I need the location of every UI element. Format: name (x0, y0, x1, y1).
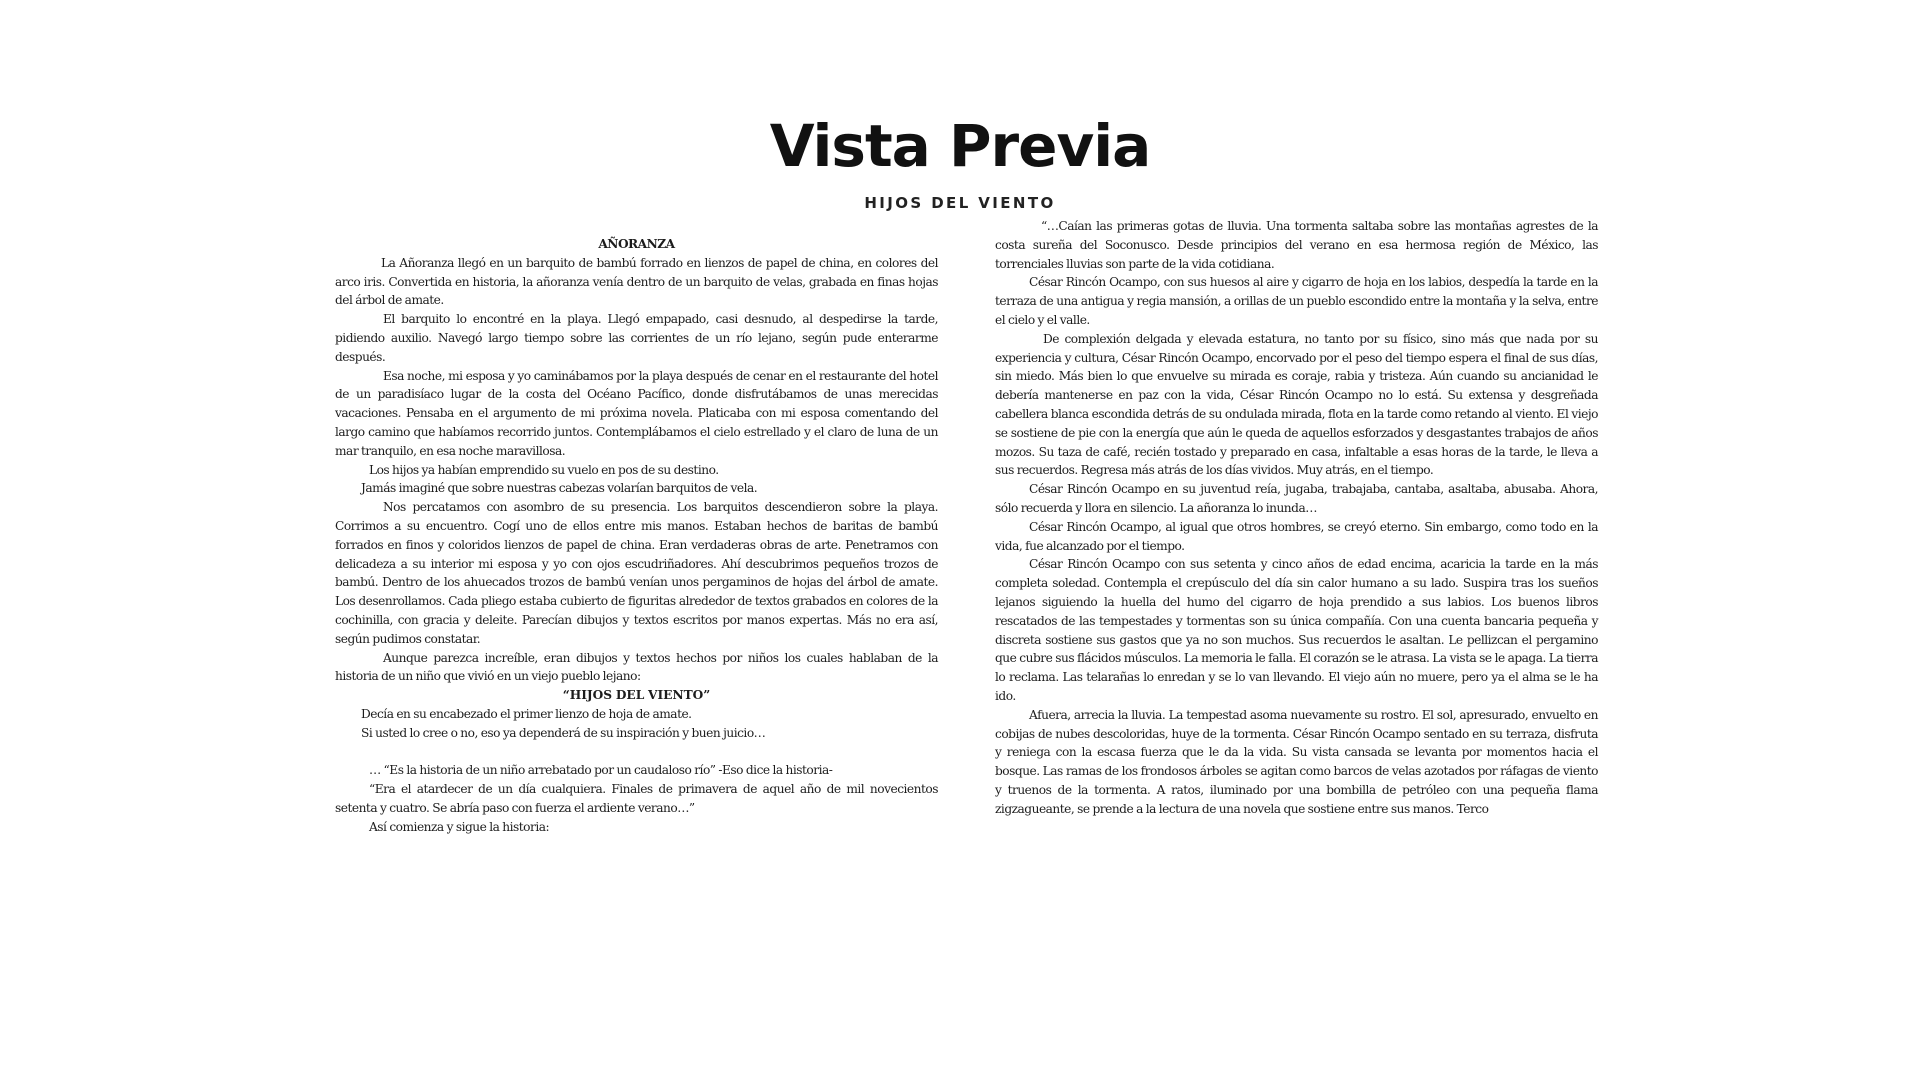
paragraph: El barquito lo encontré en la playa. Llegó empapado, casi desnudo, al despedirse la tarde, pidiendo auxilio. Navegó largo tiempo sobre las corrientes de un río lejano, según pude enterarme después. (335, 312, 938, 364)
paragraph: César Rincón Ocampo con sus setenta y cinco años de edad encima, acaricia la tarde en la más completa soledad. Contempla el crepúsculo del día sin calor humano a su lado. Suspira tras los sueños lejanos siguiendo la huella del humo del cigarro de hoja prendido a sus labios. Los buenos libros rescatados de las tempestades y tormentas son su única compañía. Con una cuenta bancaria pequeña y discreta sostiene sus gastos que ya no son muchos. Sus recuerdos le asaltan. Le pellizcan el pergamino que cubre sus flácidos músculos. La memoria le falla. El corazón se le atrasa. La vista se le apaga. La tierra lo reclama. Las telarañas lo enredan y se lo van llevando. El viejo aún no muere, pero ya el alma se le ha ido. (995, 557, 1598, 703)
paragraph: “Era el atardecer de un día cualquiera. Finales de primavera de aquel año de mil novecientos setenta y cuatro. Se abría paso con fuerza el ardiente verano…” (335, 782, 938, 815)
paragraph: Afuera, arrecia la lluvia. La tempestad asoma nuevamente su rostro. El sol, apresurado, envuelto en cobijas de nubes descoloridas, huye de la tormenta. César Rincón Ocampo sentado en su terraza, disfruta y reniega con la escasa fuerza que le da la vida. Su vista cansada se levanta por momentos hacia el bosque. Las ramas de los frondosos árboles se agitan como barcos de velas azotados por ráfagas de viento y truenos de la tormenta. A ratos, iluminado por una bombilla de petróleo con una pequeña flama zigzagueante, se prende a la lectura de una novela que sostiene entre sus manos. Terco (995, 707, 1598, 816)
paragraph: Nos percatamos con asombro de su presencia. Los barquitos descendieron sobre la playa. Corrimos a su encuentro. Cogí uno de ellos entre mis manos. Estaban hechos de baritas de bambú forrados en finos y coloridos lienzos de papel de china. Eran verdaderas obras de arte. Penetramos con delicadeza a su interior mi esposa y yo con ojos escudriñadores. Ahí descubrimos pequeños trozos de bambú. Dentro de los ahuecados trozos de bambú venían unos pergaminos de hojas del árbol de amate. Los desenrollamos. Cada pliego estaba cubierto de figuritas alrededor de textos grabados en colores de la cochinilla, con gracia y deleite. Parecían dibujos y textos escritos por manos expertas. Más no era así, según pudimos constatar. (335, 500, 938, 646)
paragraph: La Añoranza llegó en un barquito de bambú forrado en lienzos de papel de china, en colores del arco iris. Convertida en historia, la añoranza venía dentro de un barquito de velas, grabada en finas hojas del árbol de amate. (335, 255, 938, 308)
paragraph: Los hijos ya habían emprendido su vuelo en pos de su destino. (369, 462, 719, 477)
page-title: Vista Previa (769, 112, 1151, 180)
paragraph: “…Caían las primeras gotas de lluvia. Una tormenta saltaba sobre las montañas agrestes de la costa sureña del Soconusco. Desde principios del verano en esa hermosa región de México, las torrenciales lluvias son parte de la vida cotidiana. (995, 219, 1598, 271)
paragraph: César Rincón Ocampo en su juventud reía, jugaba, trabajaba, cantaba, asaltaba, abusaba. Ahora, sólo recuerda y llora en silencio. La añoranza lo inunda… (995, 482, 1598, 515)
left-column (335, 235, 938, 837)
paragraph: Esa noche, mi esposa y yo caminábamos por la playa después de cenar en el restaurante del hotel de un paradisíaco lugar de la costa del Océano Pacífico, donde disfrutábamos de unas merecidas vacaciones. Pensaba en el argumento de mi próxima novela. Platicaba con mi esposa comentando del largo camino que habíamos recorrido juntos. Contemplábamos el cielo estrellado y el claro de luna de un mar tranquilo, en esa noche maravillosa. (335, 368, 938, 458)
chapter-heading: AÑORANZA (598, 237, 675, 251)
section-subheading: “HIJOS DEL VIENTO” (562, 688, 711, 703)
paragraph: De complexión delgada y elevada estatura, no tanto por su físico, sino más que nada por su experiencia y cultura, César Rincón Ocampo, encorvado por el peso del tiempo espera el final de sus días, sin miedo. Más bien lo que envuelve su mirada es coraje, rabia y tristeza. Aún cuando su ancianidad le debería mantenerse en paz con la vida, César Rincón Ocampo no lo está. Su extensa y desgreñada cabellera blanca escondida detrás de su ondulada mirada, flota en la tarde como retando al viento. El viejo se sostiene de pie con la energía que aún le queda de aquellos esforzados y desgastantes trabajos de años mozos. Su taza de café, recién tostado y preparado en casa, infaltable a esas horas de la tarde, le lleva a sus recuerdos. Regresa más atrás de los días vividos. Muy atrás, en el tiempo. (995, 331, 1598, 478)
right-column (995, 219, 1598, 819)
paragraph: Si usted lo cree o no, eso ya dependerá de su inspiración y buen juicio… (361, 725, 766, 740)
paragraph: Aunque parezca increíble, eran dibujos y textos hechos por niños los cuales hablaban de la historia de un niño que vivió en un viejo pueblo lejano: (335, 650, 938, 684)
paragraph: … “Es la historia de un niño arrebatado por un caudaloso río” -Eso dice la historia- (369, 763, 833, 778)
paragraph: César Rincón Ocampo, con sus huesos al aire y cigarro de hoja en los labios, despedía la tarde en la terraza de una antigua y regia mansión, a orillas de un pueblo escondido entre la montaña y la selva, entre el cielo y el valle. (995, 275, 1598, 327)
book-title: HIJOS DEL VIENTO (864, 194, 1056, 212)
paragraph: Así comienza y sigue la historia: (369, 819, 550, 834)
paragraph: César Rincón Ocampo, al igual que otros hombres, se creyó eterno. Sin embargo, como todo en la vida, fue alcanzado por el tiempo. (995, 519, 1598, 553)
paragraph: Decía en su encabezado el primer lienzo de hoja de amate. (361, 706, 692, 721)
paragraph: Jamás imaginé que sobre nuestras cabezas volarían barquitos de vela. (361, 481, 758, 496)
